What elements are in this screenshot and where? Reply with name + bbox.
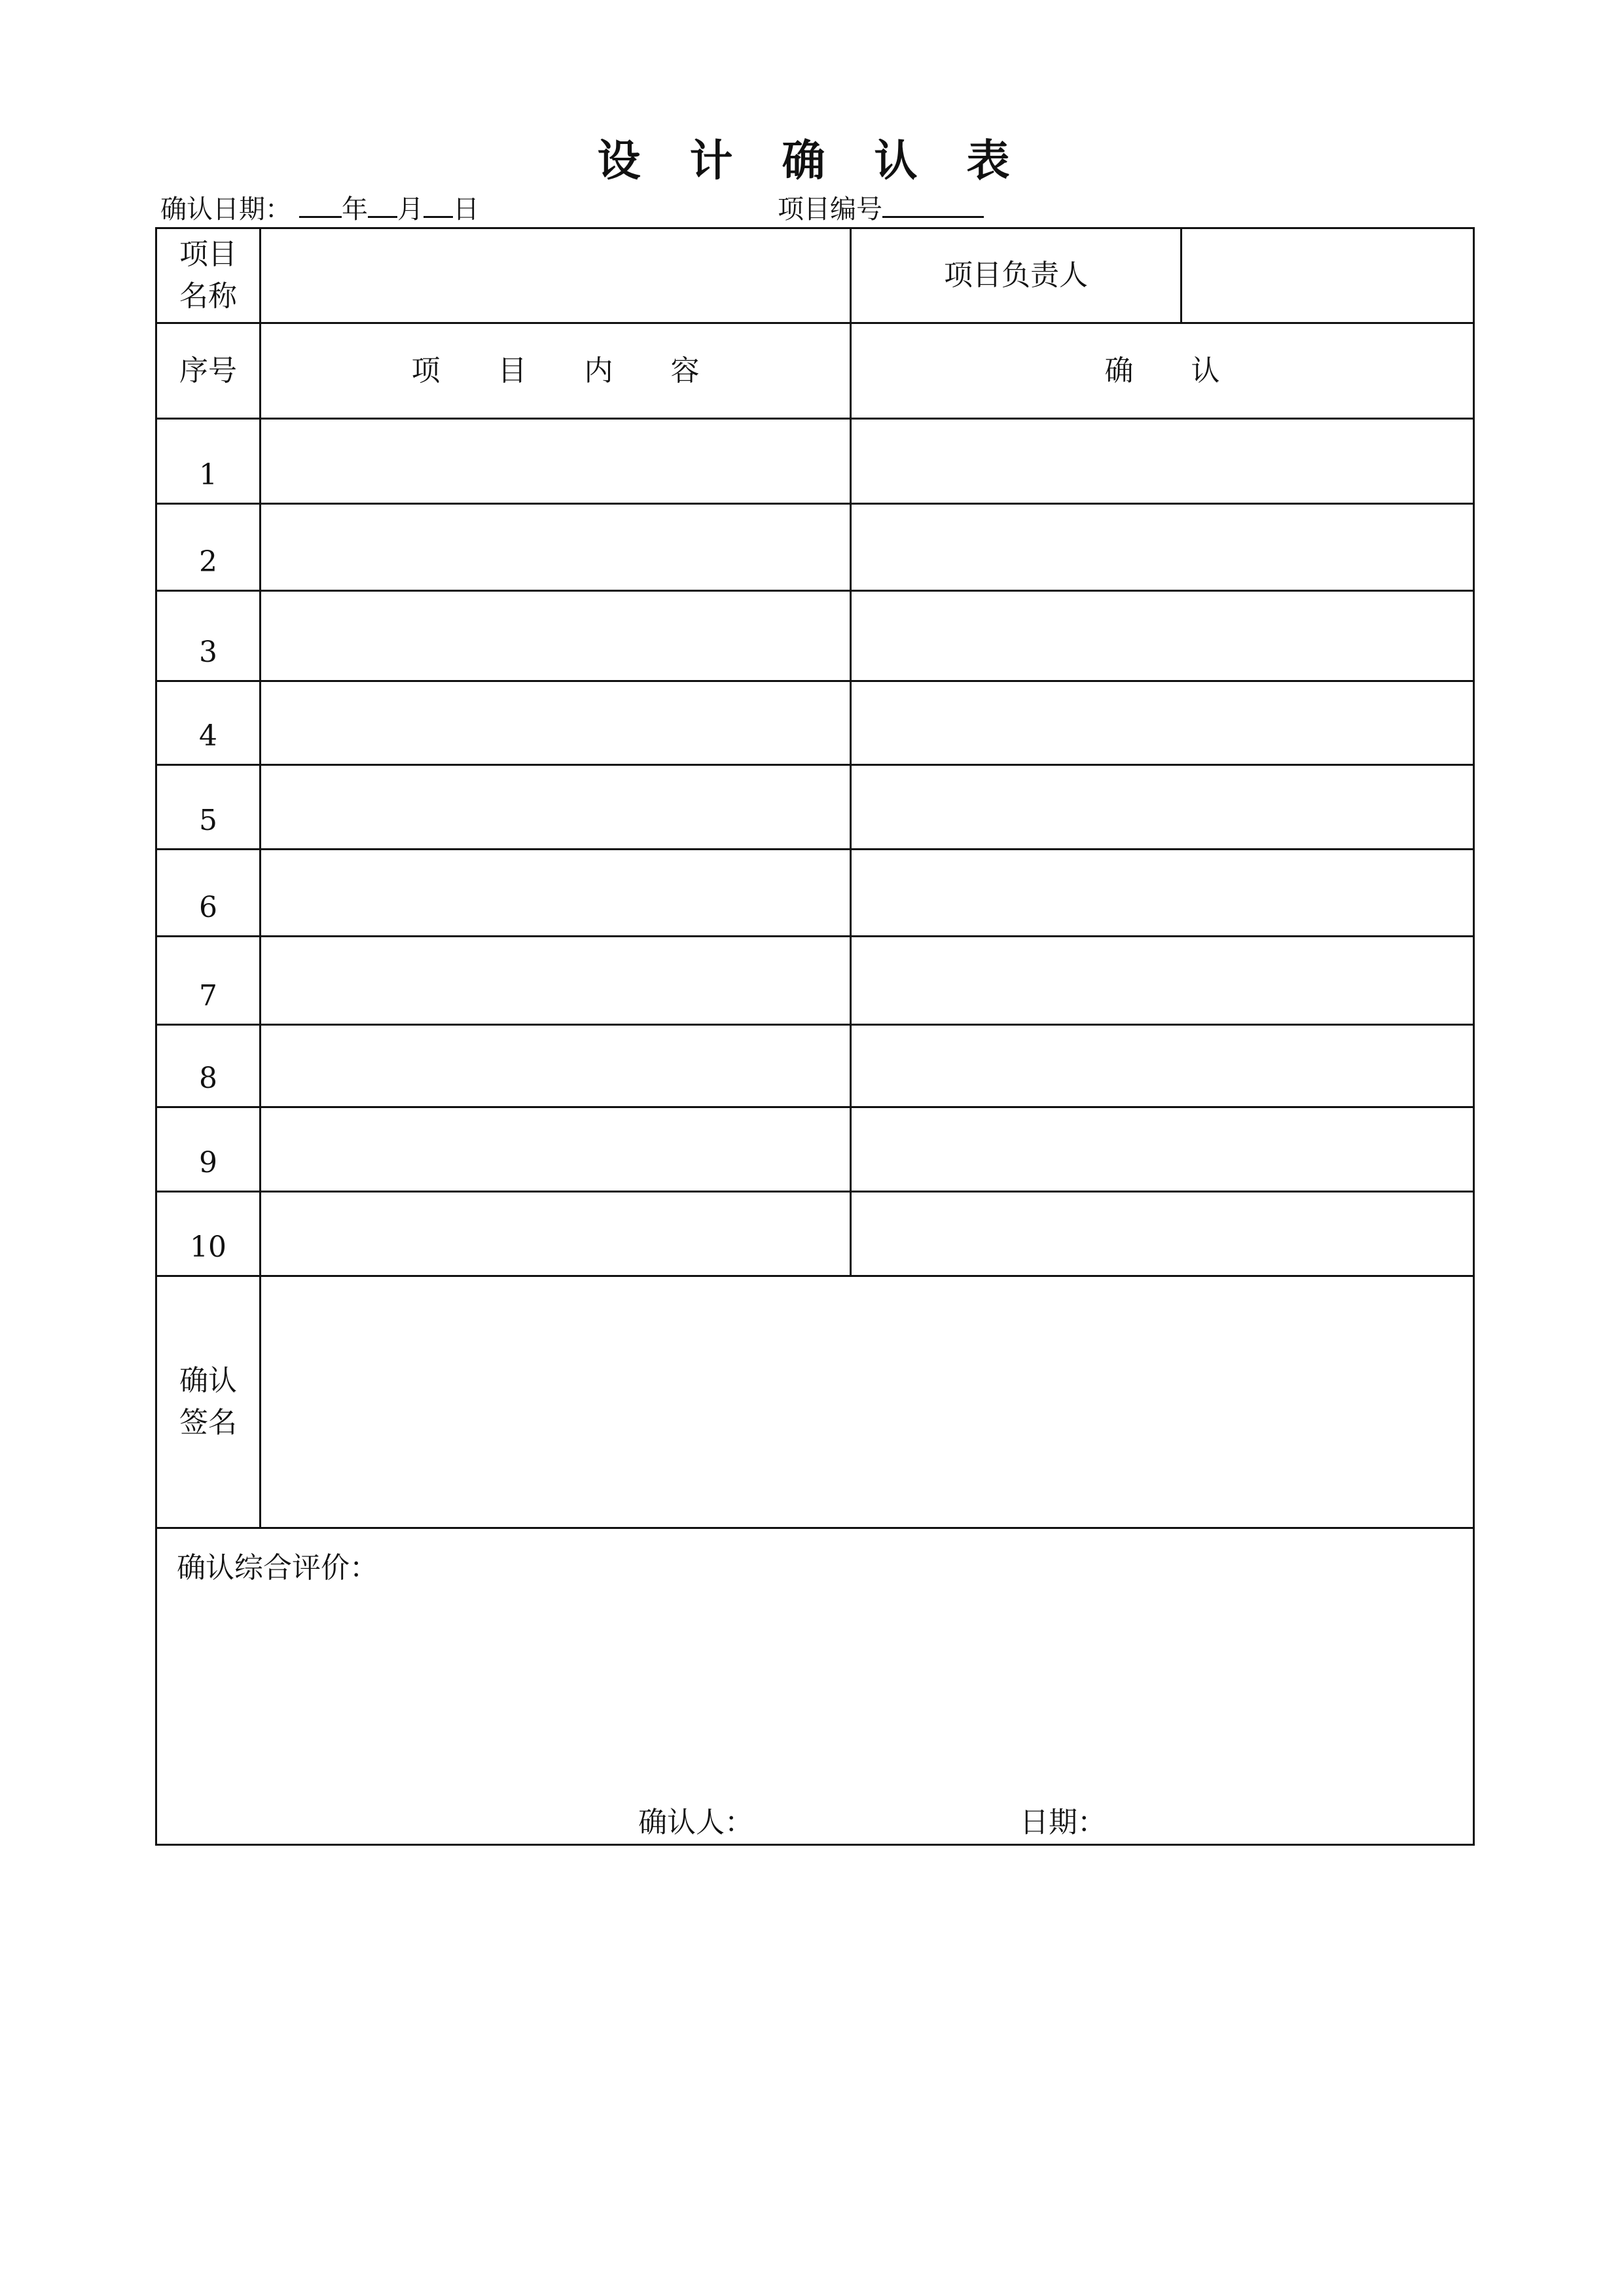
evaluation-date-label: 日期： (1020, 1806, 1106, 1839)
item-confirm-cell[interactable] (851, 1025, 1474, 1107)
evaluation-field[interactable] (156, 1528, 1474, 1845)
column-header-row (156, 323, 1474, 419)
item-content-cell[interactable] (261, 504, 851, 591)
row-number: 10 (156, 1192, 261, 1276)
row-number: 2 (156, 504, 261, 591)
confirmer-label: 确认人： (638, 1806, 753, 1839)
confirmation-table (155, 227, 1475, 1846)
item-confirm-cell[interactable] (851, 419, 1474, 504)
row-number: 9 (156, 1107, 261, 1192)
table-row (156, 1107, 1474, 1192)
day-label: 日 (453, 194, 479, 224)
table-row (156, 681, 1474, 765)
table-row (156, 591, 1474, 681)
evaluation-label: 确认综合评价： (177, 1551, 378, 1585)
item-content-cell[interactable] (261, 419, 851, 504)
table-row (156, 1025, 1474, 1107)
confirm-date-line (160, 191, 479, 226)
project-number-line (778, 191, 984, 226)
item-content-cell[interactable] (261, 681, 851, 765)
project-name-field[interactable] (261, 228, 851, 323)
item-confirm-cell[interactable] (851, 937, 1474, 1025)
table-row (156, 419, 1474, 504)
form-title: 设 计 确 认 表 (597, 135, 1027, 186)
row-number: 5 (156, 765, 261, 850)
seq-header: 序号 (156, 323, 261, 419)
row-number: 1 (156, 419, 261, 504)
row-number: 8 (156, 1025, 261, 1107)
row-number: 3 (156, 591, 261, 681)
project-lead-field[interactable] (1182, 228, 1474, 323)
evaluation-row (156, 1528, 1474, 1845)
item-confirm-cell[interactable] (851, 850, 1474, 937)
table-row (156, 504, 1474, 591)
project-name-label: 项目名称 (156, 228, 261, 323)
confirm-date-label: 确认日期： (160, 194, 291, 224)
project-number-label: 项目编号 (778, 194, 882, 224)
item-confirm-cell[interactable] (851, 591, 1474, 681)
table-row (156, 850, 1474, 937)
year-blank[interactable] (299, 191, 342, 218)
item-content-cell[interactable] (261, 1192, 851, 1276)
item-confirm-cell[interactable] (851, 1107, 1474, 1192)
item-confirm-cell[interactable] (851, 681, 1474, 765)
signature-row (156, 1276, 1474, 1528)
item-content-cell[interactable] (261, 937, 851, 1025)
row-number: 4 (156, 681, 261, 765)
month-blank[interactable] (368, 191, 397, 218)
project-lead-label: 项目负责人 (851, 228, 1182, 323)
day-blank[interactable] (424, 191, 453, 218)
table-row (156, 765, 1474, 850)
year-label: 年 (342, 194, 368, 224)
row-number: 7 (156, 937, 261, 1025)
item-content-cell[interactable] (261, 1107, 851, 1192)
project-info-row (156, 228, 1474, 323)
content-header: 项 目 内 容 (261, 323, 851, 419)
item-confirm-cell[interactable] (851, 765, 1474, 850)
signature-label: 确认签名 (156, 1276, 261, 1528)
project-number-blank[interactable] (882, 191, 984, 218)
table-row (156, 937, 1474, 1025)
item-content-cell[interactable] (261, 591, 851, 681)
item-confirm-cell[interactable] (851, 1192, 1474, 1276)
confirm-header: 确 认 (851, 323, 1474, 419)
item-content-cell[interactable] (261, 1025, 851, 1107)
month-label: 月 (397, 194, 424, 224)
item-confirm-cell[interactable] (851, 504, 1474, 591)
item-content-cell[interactable] (261, 765, 851, 850)
table-row (156, 1192, 1474, 1276)
row-number: 6 (156, 850, 261, 937)
signature-field[interactable] (261, 1276, 1474, 1528)
item-content-cell[interactable] (261, 850, 851, 937)
